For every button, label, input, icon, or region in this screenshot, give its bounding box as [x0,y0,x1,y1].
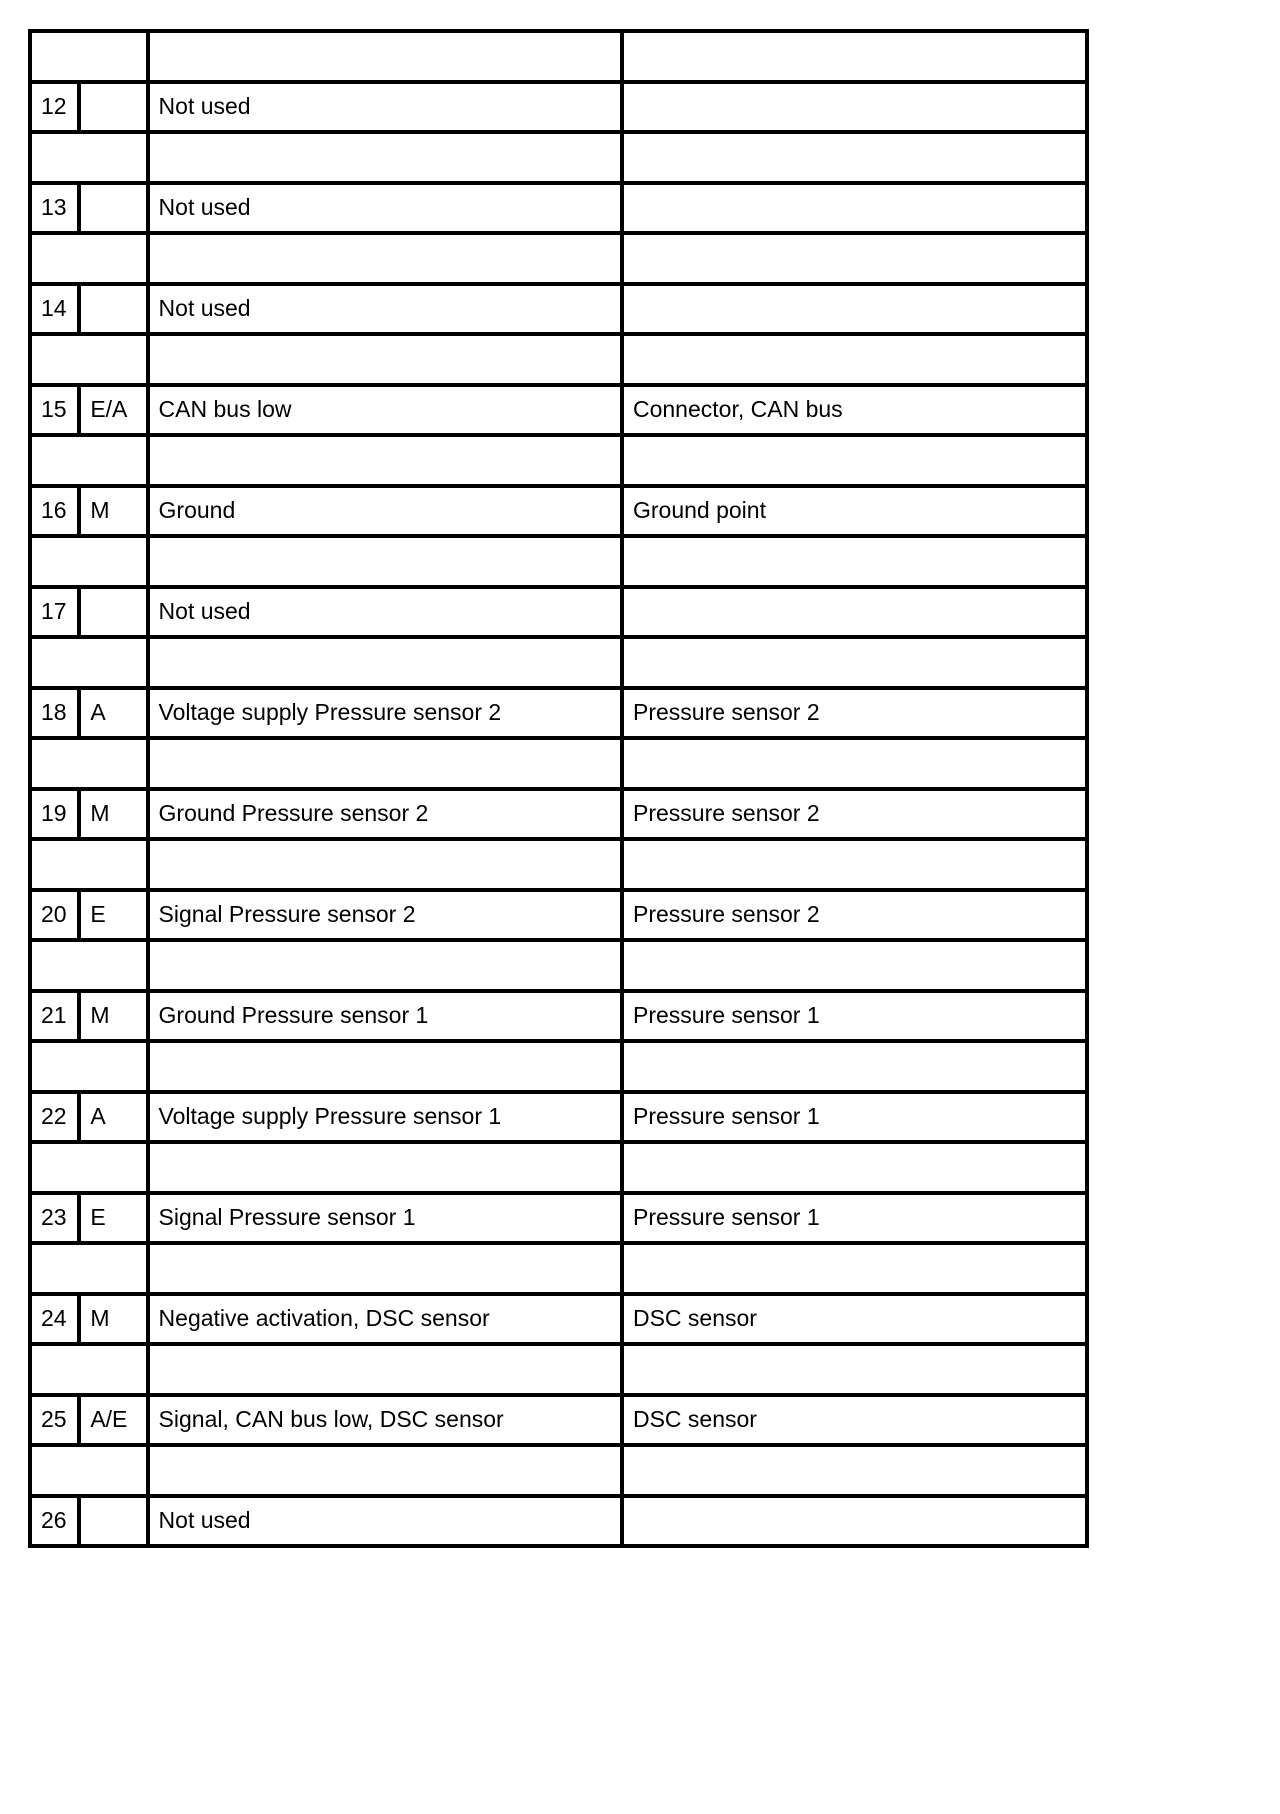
spacer-cell [30,1142,148,1193]
description-cell: Not used [148,587,622,638]
pin-number-cell: 26 [30,1496,79,1547]
spacer-cell [148,435,622,486]
spacer-cell [30,1243,148,1294]
component-cell: Pressure sensor 1 [622,1193,1087,1244]
spacer-cell [622,435,1087,486]
pin-number-cell: 24 [30,1294,79,1345]
spacer-cell [622,233,1087,284]
description-cell: Voltage supply Pressure sensor 1 [148,1092,622,1143]
signal-type-cell: M [79,991,147,1042]
spacer-cell [30,1445,148,1496]
description-cell: Signal Pressure sensor 2 [148,890,622,941]
spacer-cell [148,334,622,385]
table-row [30,1193,1087,1244]
description-cell: Negative activation, DSC sensor [148,1294,622,1345]
component-cell: Pressure sensor 2 [622,890,1087,941]
spacer-cell [622,839,1087,890]
table-row [30,82,1087,133]
pin-number-cell: 16 [30,486,79,537]
description-cell: CAN bus low [148,385,622,436]
spacer-cell [30,31,148,82]
spacer-row [30,132,1087,183]
table-row [30,1092,1087,1143]
component-cell [622,82,1087,133]
description-cell: Ground Pressure sensor 1 [148,991,622,1042]
component-cell: Pressure sensor 2 [622,789,1087,840]
spacer-cell [30,132,148,183]
spacer-cell [148,940,622,991]
signal-type-cell [79,284,147,335]
spacer-cell [30,233,148,284]
spacer-cell [148,738,622,789]
signal-type-cell [79,1496,147,1547]
spacer-cell [30,738,148,789]
signal-type-cell [79,82,147,133]
signal-type-cell [79,587,147,638]
spacer-cell [622,1142,1087,1193]
description-cell: Ground [148,486,622,537]
pin-number-cell: 25 [30,1395,79,1446]
spacer-cell [30,1344,148,1395]
signal-type-cell: M [79,1294,147,1345]
component-cell: Ground point [622,486,1087,537]
pin-number-cell: 18 [30,688,79,739]
pin-number-cell: 13 [30,183,79,234]
pin-number-cell: 20 [30,890,79,941]
spacer-cell [148,1243,622,1294]
spacer-cell [148,536,622,587]
table-row [30,486,1087,537]
spacer-row [30,1142,1087,1193]
table-row [30,587,1087,638]
spacer-row [30,637,1087,688]
component-cell [622,284,1087,335]
spacer-cell [30,435,148,486]
spacer-row [30,435,1087,486]
description-cell: Not used [148,183,622,234]
spacer-cell [622,1041,1087,1092]
spacer-cell [148,839,622,890]
spacer-cell [622,1243,1087,1294]
signal-type-cell: A [79,688,147,739]
spacer-cell [622,1445,1087,1496]
spacer-row [30,1243,1087,1294]
spacer-cell [148,31,622,82]
pin-number-cell: 14 [30,284,79,335]
pin-number-cell: 21 [30,991,79,1042]
spacer-cell [622,536,1087,587]
component-cell [622,183,1087,234]
signal-type-cell: E [79,1193,147,1244]
signal-type-cell: A [79,1092,147,1143]
component-cell: Pressure sensor 2 [622,688,1087,739]
table-row [30,1294,1087,1345]
spacer-row [30,334,1087,385]
spacer-row [30,1445,1087,1496]
table-row [30,688,1087,739]
spacer-cell [622,132,1087,183]
spacer-cell [148,1041,622,1092]
description-cell: Ground Pressure sensor 2 [148,789,622,840]
table-row [30,789,1087,840]
spacer-cell [30,637,148,688]
spacer-cell [148,1142,622,1193]
spacer-cell [30,1041,148,1092]
spacer-cell [30,334,148,385]
spacer-row [30,31,1087,82]
spacer-cell [622,334,1087,385]
table-row [30,991,1087,1042]
pin-assignment-table [28,29,1089,1548]
pin-number-cell: 17 [30,587,79,638]
spacer-cell [622,940,1087,991]
table-row [30,183,1087,234]
pin-number-cell: 23 [30,1193,79,1244]
table-row [30,890,1087,941]
pin-table-body [30,31,1087,1546]
description-cell: Signal, CAN bus low, DSC sensor [148,1395,622,1446]
spacer-cell [148,233,622,284]
pin-number-cell: 19 [30,789,79,840]
component-cell [622,1496,1087,1547]
signal-type-cell: E [79,890,147,941]
spacer-cell [622,31,1087,82]
signal-type-cell: M [79,789,147,840]
spacer-row [30,233,1087,284]
signal-type-cell: E/A [79,385,147,436]
spacer-cell [622,738,1087,789]
description-cell: Signal Pressure sensor 1 [148,1193,622,1244]
description-cell: Not used [148,1496,622,1547]
table-row [30,284,1087,335]
spacer-cell [30,536,148,587]
spacer-row [30,536,1087,587]
spacer-row [30,839,1087,890]
spacer-row [30,1344,1087,1395]
pin-number-cell: 15 [30,385,79,436]
spacer-cell [30,839,148,890]
spacer-cell [622,1344,1087,1395]
signal-type-cell: A/E [79,1395,147,1446]
spacer-cell [622,637,1087,688]
spacer-cell [30,940,148,991]
table-row [30,1496,1087,1547]
component-cell: Connector, CAN bus [622,385,1087,436]
component-cell: DSC sensor [622,1395,1087,1446]
pin-number-cell: 22 [30,1092,79,1143]
spacer-row [30,1041,1087,1092]
table-row [30,385,1087,436]
spacer-row [30,940,1087,991]
spacer-cell [148,637,622,688]
spacer-cell [148,132,622,183]
signal-type-cell: M [79,486,147,537]
description-cell: Not used [148,82,622,133]
component-cell: Pressure sensor 1 [622,991,1087,1042]
pin-number-cell: 12 [30,82,79,133]
description-cell: Not used [148,284,622,335]
spacer-cell [148,1344,622,1395]
component-cell: Pressure sensor 1 [622,1092,1087,1143]
table-row [30,1395,1087,1446]
signal-type-cell [79,183,147,234]
description-cell: Voltage supply Pressure sensor 2 [148,688,622,739]
component-cell: DSC sensor [622,1294,1087,1345]
spacer-cell [148,1445,622,1496]
spacer-row [30,738,1087,789]
component-cell [622,587,1087,638]
